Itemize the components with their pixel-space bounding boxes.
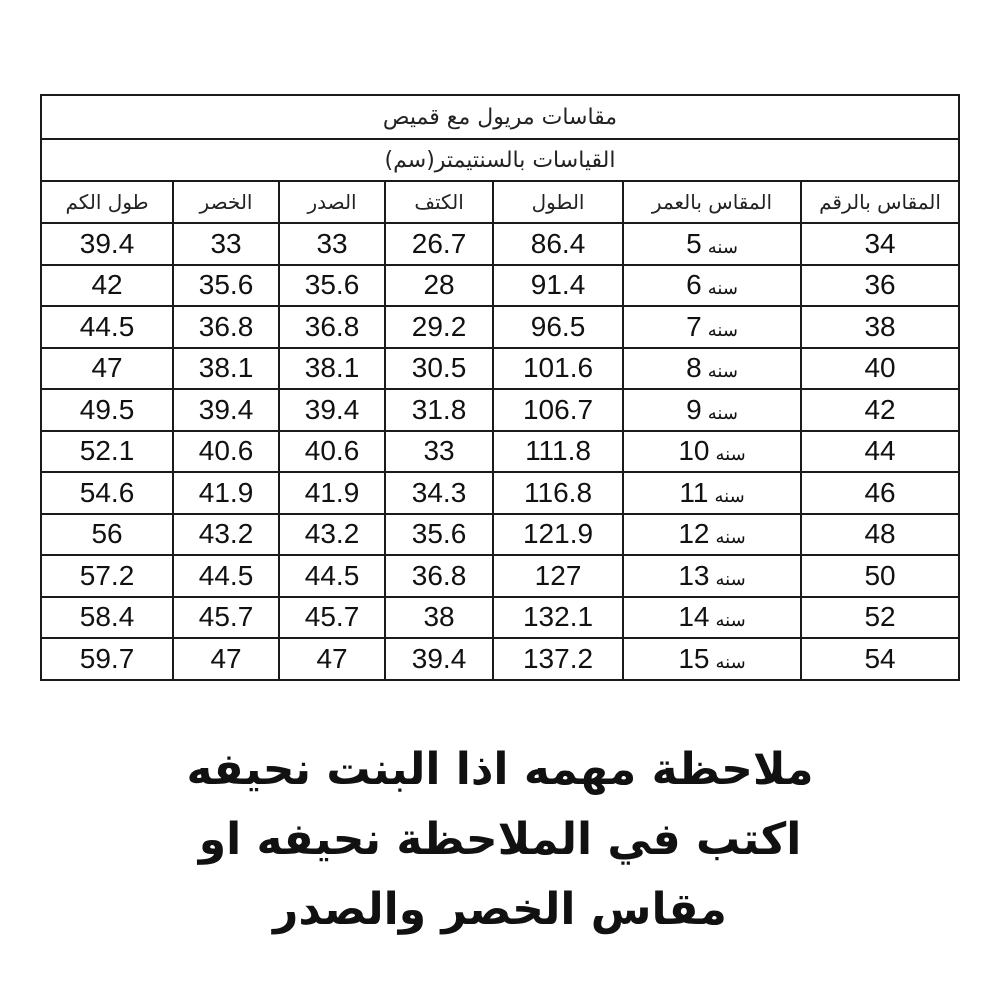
cell-sleeve-length: 49.5: [41, 389, 173, 431]
cell-shoulder: 34.3: [385, 472, 493, 514]
cell-size-number: 54: [801, 638, 959, 680]
age-number: 13: [678, 559, 710, 591]
cell-shoulder: 33: [385, 431, 493, 473]
age-word: سنه: [707, 361, 738, 382]
table-row: [41, 597, 959, 639]
age-number: 12: [678, 518, 710, 550]
header-shoulder: الكتف: [385, 181, 493, 223]
header-chest: الصدر: [279, 181, 385, 223]
cell-chest: 40.6: [279, 431, 385, 473]
cell-size-age: [623, 348, 801, 390]
cell-length: 96.5: [493, 306, 623, 348]
cell-size-age: [623, 306, 801, 348]
header-size-age: المقاس بالعمر: [623, 181, 801, 223]
age-number: 7: [686, 310, 702, 342]
age-word: سنه: [715, 444, 746, 465]
cell-length: 132.1: [493, 597, 623, 639]
header-size-number: المقاس بالرقم: [801, 181, 959, 223]
cell-size-age: [623, 431, 801, 473]
cell-sleeve-length: 44.5: [41, 306, 173, 348]
table-row: [41, 265, 959, 307]
header-length: الطول: [493, 181, 623, 223]
cell-length: 137.2: [493, 638, 623, 680]
cell-size-age: [623, 265, 801, 307]
cell-shoulder: 35.6: [385, 514, 493, 556]
age-number: 14: [678, 601, 710, 633]
cell-shoulder: 26.7: [385, 223, 493, 265]
cell-length: 111.8: [493, 431, 623, 473]
cell-waist: 43.2: [173, 514, 279, 556]
cell-sleeve-length: 57.2: [41, 555, 173, 597]
cell-length: 127: [493, 555, 623, 597]
table-row: [41, 306, 959, 348]
cell-size-age: [623, 514, 801, 556]
cell-size-number: 52: [801, 597, 959, 639]
age-number: 11: [679, 476, 709, 508]
note-line: ملاحظة مهمه اذا البنت نحيفه: [186, 744, 814, 795]
cell-length: 86.4: [493, 223, 623, 265]
cell-chest: 43.2: [279, 514, 385, 556]
cell-size-number: 40: [801, 348, 959, 390]
cell-chest: 35.6: [279, 265, 385, 307]
age-number: 5: [686, 227, 702, 259]
cell-waist: 40.6: [173, 431, 279, 473]
table-row: [41, 431, 959, 473]
cell-chest: 44.5: [279, 555, 385, 597]
note-line: مقاس الخصر والصدر: [273, 884, 727, 935]
cell-chest: 39.4: [279, 389, 385, 431]
age-word: سنه: [707, 278, 738, 299]
cell-size-number: 38: [801, 306, 959, 348]
cell-size-number: 46: [801, 472, 959, 514]
cell-shoulder: 39.4: [385, 638, 493, 680]
cell-length: 121.9: [493, 514, 623, 556]
cell-shoulder: 31.8: [385, 389, 493, 431]
cell-size-age: [623, 555, 801, 597]
cell-size-number: 44: [801, 431, 959, 473]
cell-waist: 39.4: [173, 389, 279, 431]
cell-size-age: [623, 638, 801, 680]
age-number: 10: [678, 435, 710, 467]
age-word: سنه: [714, 485, 745, 506]
age-number: 15: [678, 642, 710, 674]
age-word: سنه: [707, 402, 738, 423]
age-word: سنه: [715, 610, 746, 631]
age-number: 9: [686, 393, 702, 425]
age-word: سنه: [715, 527, 746, 548]
cell-waist: 33: [173, 223, 279, 265]
cell-size-age: [623, 597, 801, 639]
table-row: [41, 223, 959, 265]
cell-chest: 41.9: [279, 472, 385, 514]
age-word: سنه: [715, 568, 746, 589]
cell-waist: 41.9: [173, 472, 279, 514]
cell-shoulder: 36.8: [385, 555, 493, 597]
cell-shoulder: 30.5: [385, 348, 493, 390]
cell-waist: 36.8: [173, 306, 279, 348]
cell-sleeve-length: 42: [41, 265, 173, 307]
cell-sleeve-length: 47: [41, 348, 173, 390]
cell-sleeve-length: 58.4: [41, 597, 173, 639]
cell-sleeve-length: 56: [41, 514, 173, 556]
table-subtitle: القياسات بالسنتيمتر(سم): [41, 139, 959, 181]
size-chart-table: [40, 94, 960, 681]
cell-chest: 45.7: [279, 597, 385, 639]
important-note: [0, 735, 1000, 945]
cell-length: 106.7: [493, 389, 623, 431]
cell-size-number: 48: [801, 514, 959, 556]
header-sleeve-length: طول الكم: [41, 181, 173, 223]
cell-shoulder: 28: [385, 265, 493, 307]
cell-sleeve-length: 52.1: [41, 431, 173, 473]
cell-length: 101.6: [493, 348, 623, 390]
cell-shoulder: 29.2: [385, 306, 493, 348]
table-row: [41, 514, 959, 556]
cell-waist: 38.1: [173, 348, 279, 390]
cell-length: 91.4: [493, 265, 623, 307]
cell-waist: 44.5: [173, 555, 279, 597]
cell-sleeve-length: 54.6: [41, 472, 173, 514]
cell-length: 116.8: [493, 472, 623, 514]
cell-waist: 47: [173, 638, 279, 680]
cell-shoulder: 38: [385, 597, 493, 639]
cell-size-age: [623, 389, 801, 431]
note-line: اكتب في الملاحظة نحيفه او: [198, 814, 802, 865]
cell-chest: 47: [279, 638, 385, 680]
cell-chest: 38.1: [279, 348, 385, 390]
cell-chest: 36.8: [279, 306, 385, 348]
cell-size-age: [623, 472, 801, 514]
age-word: سنه: [707, 319, 738, 340]
cell-waist: 45.7: [173, 597, 279, 639]
header-waist: الخصر: [173, 181, 279, 223]
age-number: 8: [686, 352, 702, 384]
table-title: مقاسات مريول مع قميص: [41, 95, 959, 139]
cell-size-number: 36: [801, 265, 959, 307]
cell-sleeve-length: 39.4: [41, 223, 173, 265]
age-number: 6: [686, 269, 702, 301]
age-word: سنه: [715, 651, 746, 672]
table-row: [41, 472, 959, 514]
cell-size-number: 50: [801, 555, 959, 597]
cell-size-number: 42: [801, 389, 959, 431]
header-row: [41, 181, 959, 223]
cell-waist: 35.6: [173, 265, 279, 307]
age-word: سنه: [707, 236, 738, 257]
cell-size-number: 34: [801, 223, 959, 265]
table-row: [41, 389, 959, 431]
cell-sleeve-length: 59.7: [41, 638, 173, 680]
cell-size-age: [623, 223, 801, 265]
table-row: [41, 555, 959, 597]
table-row: [41, 348, 959, 390]
cell-chest: 33: [279, 223, 385, 265]
table-row: [41, 638, 959, 680]
